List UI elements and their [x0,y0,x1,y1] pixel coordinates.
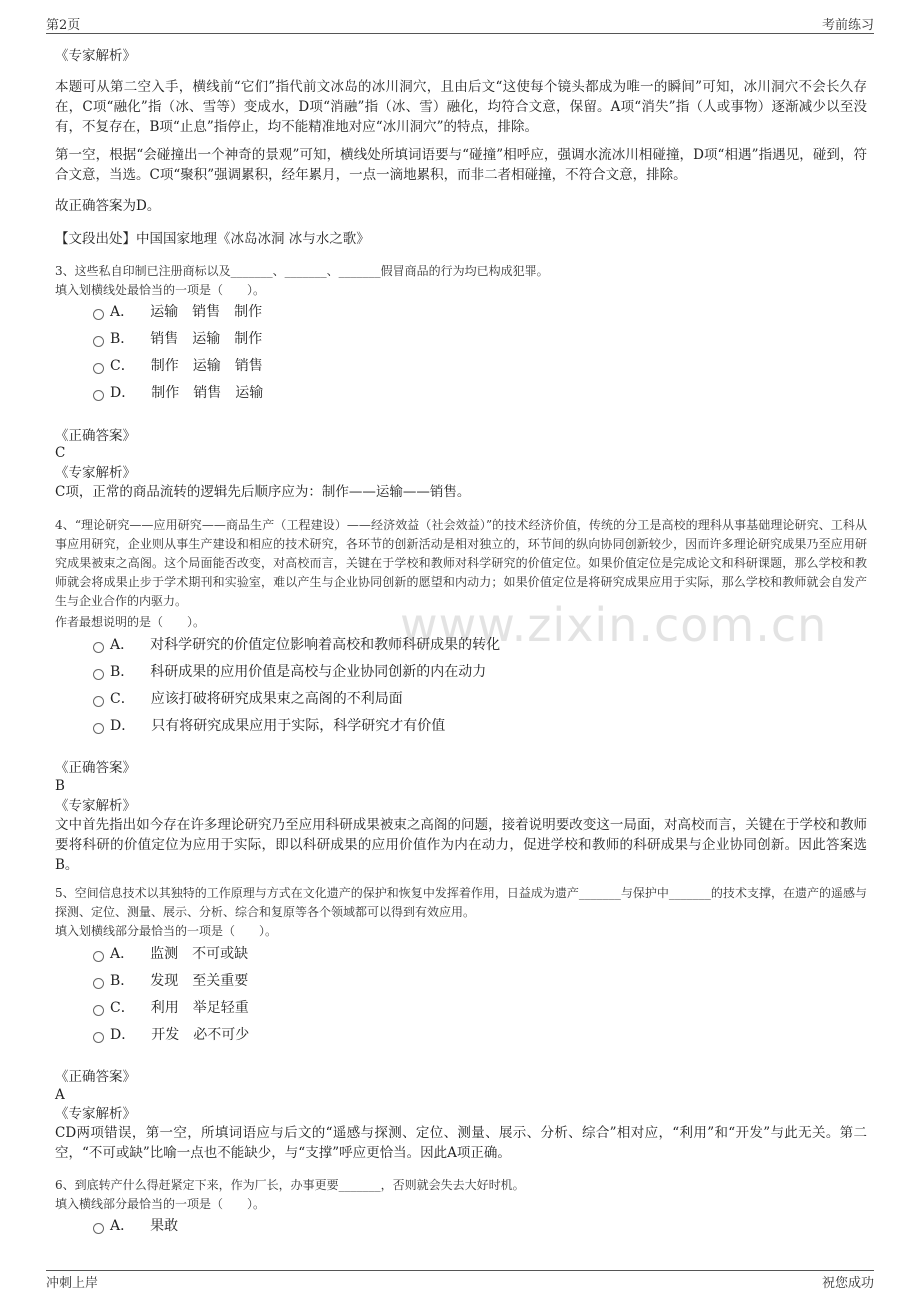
option-d[interactable]: D． 开发 必不可少 [93,1024,249,1046]
option-b[interactable]: B． 发现 至关重要 [93,970,248,992]
analysis-label: 《专家解析》 [55,1106,136,1122]
correct-answer: B [55,778,65,794]
option-b[interactable]: B． 销售 运输 制作 [93,328,262,350]
page-number: 第2页 [46,18,81,33]
option-c[interactable]: C． 制作 运输 销售 [93,355,263,377]
analysis-paragraph: 第一空，根据“会碰撞出一个神奇的景观”可知，横线处所填词语要与“碰撞”相呼应，强调水流冰川相碰撞，D项“相遇”指遇见，碰到，符合文意，当选。C项“聚积”强调累积，经年累月，一点一滴地累积，而非二者相碰撞，不符合文意，排除。 [55,147,867,183]
question-stem: 5、空间信息技术以其独特的工作原理与方式在文化遗产的保护和恢复中发挥着作用，日益成为遗产_______与保护中_______的技术支撑，在遗产的遥感与探测、定位、测量、展示、分析、综合和复原等各个领域都可以得到有效应用。 [55,886,867,919]
option-d[interactable]: D． 制作 销售 运输 [93,382,263,404]
question-prompt: 作者最想说明的是（ ）。 [55,615,206,629]
page-header [46,14,874,34]
radio-icon[interactable] [93,1032,104,1043]
analysis-paragraph: 本题可从第二空入手，横线前“它们”指代前文冰岛的冰川洞穴，且由后文“这使每个镜头都成为唯一的瞬间”可知，冰川洞穴不会长久存在，C项“融化”指（冰、雪等）变成水，D项“消融”指（冰、雪）融化，均符合文意，保留。A项“消失”指（人或事物）逐渐减少以至没有，不复存在，B项“止息”指停止，均不能精准地对应“冰川洞穴”的特点，排除。 [55,79,867,135]
question-stem: 4、“理论研究——应用研究——商品生产（工程建设）——经济效益（社会效益）”的技术经济价值，传统的分工是高校的理科从事基础理论研究、工科从事应用研究，企业则从事生产建设和相应的技术研究，各环节的创新活动是相对独立的，环节间的纵向协同创新较少，因而许多理论研究成果乃至应用研究成果被束之高阁。这个局面能否改变，对高校而言，关键在于学校和教师对科学研究的价值定位。如果价值定位是完成论文和科研课题，那么学校和教师就会将成果止步于学术期刊和实验室，难以产生与企业协同创新的愿望和内动力；如果价值定位是将研究成果应用于实际，那么学校和教师就会自发产生与企业合作的内驱力。 [55,518,867,608]
question-stem: 3、这些私自印制已注册商标以及_______、_______、_______假冒商品的行为均已构成犯罪。 [55,264,549,278]
option-a[interactable]: A． 果敢 [93,1215,178,1237]
question-prompt: 填入划横线部分最恰当的一项是（ ）。 [55,924,278,938]
analysis-paragraph: C项，正常的商品流转的逻辑先后顺序应为：制作——运输——销售。 [55,484,471,500]
radio-icon[interactable] [93,390,104,401]
question-prompt: 填入横线部分最恰当的一项是（ ）。 [55,1197,266,1211]
radio-icon[interactable] [93,978,104,989]
correct-answer-label: 《正确答案》 [55,1069,136,1085]
page-footer [46,1272,874,1292]
answer-conclusion: 故正确答案为D。 [55,198,161,214]
footer-divider [46,1270,874,1271]
radio-icon[interactable] [93,309,104,320]
question-stem: 6、到底转产什么得赶紧定下来，作为厂长，办事更要_______，否则就会失去大好时机。 [55,1178,525,1192]
radio-icon[interactable] [93,951,104,962]
analysis-paragraph: 文中首先指出如今存在许多理论研究乃至应用科研成果被束之高阁的问题，接着说明要改变这一局面，对高校而言，关键在于学校和教师要将科研的价值定位为应用于实际，即以科研成果的应用价值作为内在动力，促进学校和教师的科研成果与企业协同创新。因此答案选B。 [55,817,867,873]
option-a[interactable]: A． 运输 销售 制作 [93,301,262,323]
analysis-label: 《专家解析》 [55,48,136,64]
option-a[interactable]: A． 监测 不可或缺 [93,943,248,965]
radio-icon[interactable] [93,1223,104,1234]
option-b[interactable]: B． 科研成果的应用价值是高校与企业协同创新的内在动力 [93,661,486,683]
radio-icon[interactable] [93,723,104,734]
radio-icon[interactable] [93,363,104,374]
option-a[interactable]: A． 对科学研究的价值定位影响着高校和教师科研成果的转化 [93,634,500,656]
radio-icon[interactable] [93,1005,104,1016]
option-c[interactable]: C． 利用 举足轻重 [93,997,249,1019]
radio-icon[interactable] [93,669,104,680]
footer-left-text: 冲刺上岸 [46,1276,99,1291]
radio-icon[interactable] [93,642,104,653]
option-c[interactable]: C． 应该打破将研究成果束之高阁的不利局面 [93,688,403,710]
analysis-paragraph: CD两项错误，第一空，所填词语应与后文的“遥感与探测、定位、测量、展示、分析、综合”相对应，“利用”和“开发”与此无关。第二空，“不可或缺”比喻一点也不能缺少，与“支撑”呼应更恰当。因此A项正确。 [55,1125,867,1161]
header-divider [46,33,874,34]
question-prompt: 填入划横线处最恰当的一项是（ ）。 [55,283,266,297]
analysis-label: 《专家解析》 [55,465,136,481]
radio-icon[interactable] [93,696,104,707]
analysis-label: 《专家解析》 [55,798,136,814]
option-d[interactable]: D． 只有将研究成果应用于实际，科学研究才有价值 [93,715,445,737]
correct-answer: A [55,1087,65,1103]
footer-right-text: 祝您成功 [821,1276,874,1291]
correct-answer-label: 《正确答案》 [55,760,136,776]
correct-answer-label: 《正确答案》 [55,428,136,444]
correct-answer: C [55,445,66,461]
radio-icon[interactable] [93,336,104,347]
source-note: 【文段出处】中国国家地理《冰岛冰洞 冰与水之歌》 [55,231,370,247]
header-title: 考前练习 [821,18,874,33]
watermark: www.zixin.com.cn [400,598,828,652]
